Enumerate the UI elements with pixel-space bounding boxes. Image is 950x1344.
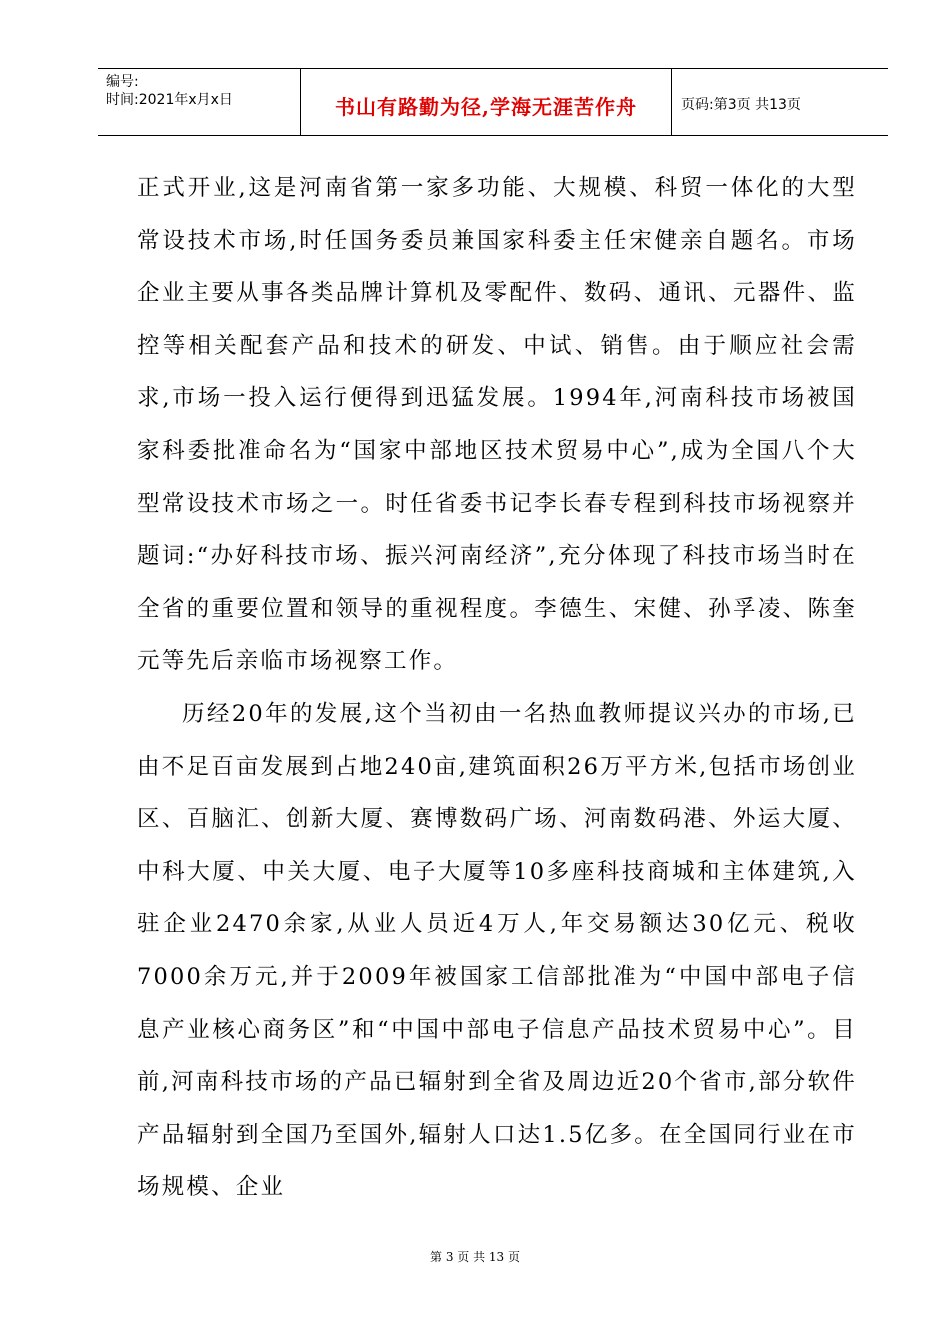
header-page-number: 页码:第3页 共13页 — [681, 97, 801, 113]
header-divider — [671, 69, 672, 135]
paragraph: 正式开业,这是河南省第一家多功能、大规模、科贸一体化的大型常设技术市场,时任国务委员兼国家科委主任宋健亲自题名。市场企业主要从事各类品牌计算机及零配件、数码、通讯、元器件、监控等相关配套产品和技术的研发、中试、销售。由于顺应社会需求,市场一投入运行便得到迅猛发展。1994年,河南科技市场被国家科委批准命名为“国家中部地区技术贸易中心”,成为全国八个大型常设技术市场之一。时任省委书记李长春专程到科技市场视察并题词:“办好科技市场、振兴河南经济”,充分体现了科技市场当时在全省的重要位置和领导的重视程度。李德生、宋健、孙孚凌、陈奎元等先后亲临市场视察工作。 — [137, 175, 857, 675]
date-label: 时间:2021年x月x日 — [106, 92, 233, 108]
serial-number-label: 编号: — [106, 74, 139, 90]
paragraph: 历经20年的发展,这个当初由一名热血教师提议兴办的市场,已由不足百亩发展到占地240亩,建筑面积26万平方米,包括市场创业区、百脑汇、创新大厦、赛博数码广场、河南数码港、外运大厦、中科大厦、中关大厦、电子大厦等10多座科技商城和主体建筑,入驻企业2470余家,从业人员近4万人,年交易额达30亿元、税收7000余万元,并于2009年被国家工信部批准为“中国中部电子信息产业核心商务区”和“中国中部电子信息产品技术贸易中心”。目前,河南科技市场的产品已辐射到全省及周边近20个省市,部分软件产品辐射到全国乃至国外,辐射人口达1.5亿多。在全国同行业在市场规模、企业 — [137, 700, 857, 1201]
header-meta — [106, 73, 233, 109]
document-body — [137, 162, 857, 1214]
header-motto: 书山有路勤为径,学海无涯苦作舟 — [335, 95, 637, 119]
page-footer: 第 3 页 共 13 页 — [430, 1250, 520, 1264]
page-header — [98, 68, 888, 136]
